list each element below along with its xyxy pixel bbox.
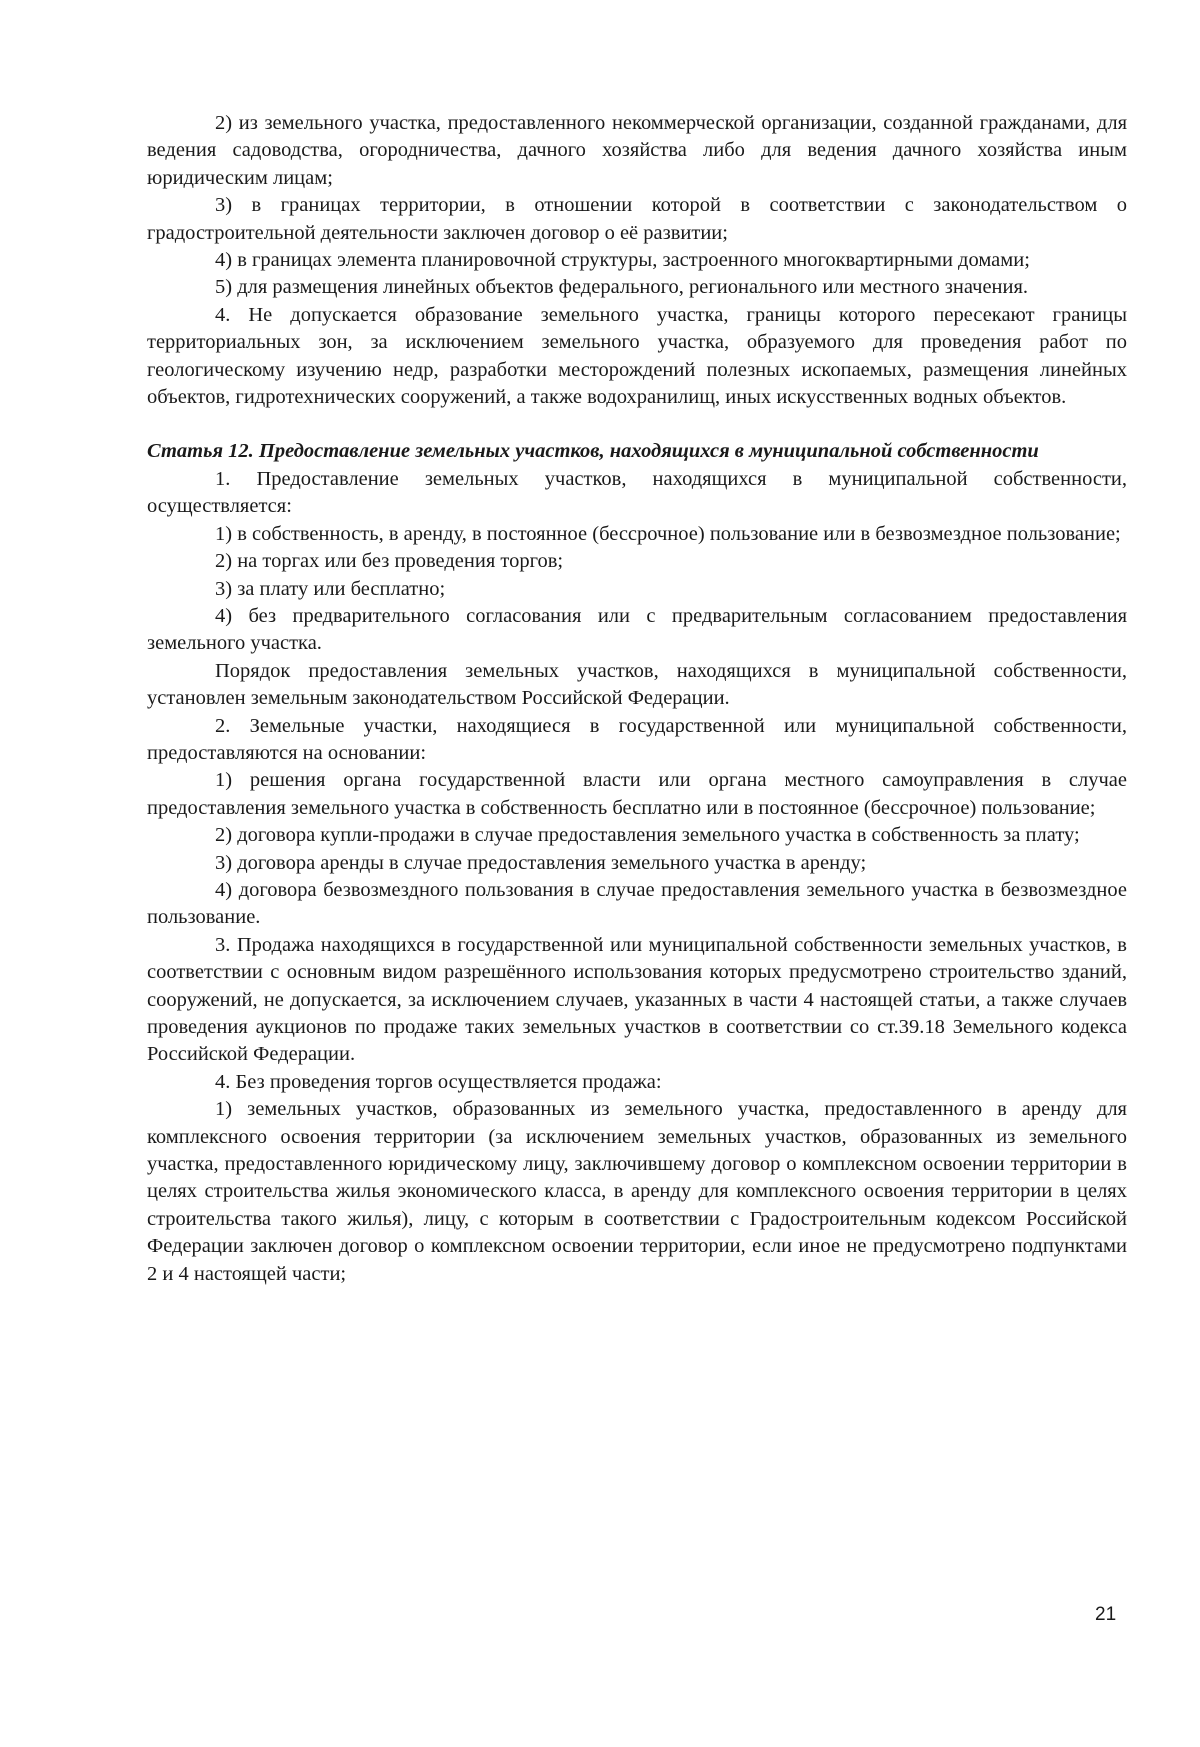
- document-body: [147, 110, 1127, 1288]
- paragraph: 2) из земельного участка, предоставленного некоммерческой организации, созданной гражданами, для ведения садоводства, огородничества, дачного хозяйства либо для ведения дачного хозяйства иным юридическим лицам;: [147, 112, 1127, 189]
- paragraph: 5) для размещения линейных объектов федерального, регионального или местного значения.: [215, 276, 1029, 299]
- paragraph: 1. Предоставление земельных участков, находящихся в муниципальной собственности, осуществляется:: [147, 467, 1127, 518]
- paragraph: 4) без предварительного согласования или с предварительным согласованием предоставления земельного участка.: [147, 604, 1127, 655]
- paragraph: 1) земельных участков, образованных из земельного участка, предоставленного в аренду для комплексного освоения территории (за исключением земельных участков, образованных из земельного участка, предоставленного юридическому лицу, заключившему договор о комплексном освоении территории в целях строительства жилья экономического класса, в аренду для комплексного освоения территории в целях строительства такого жилья), лицу, с которым в соответствии с Градостроительным кодексом Российской Федерации заключен договор о комплексном освоении территории, если иное не предусмотрено подпунктами 2 и 4 настоящей части;: [147, 1098, 1127, 1285]
- article-heading: Статья 12. Предоставление земельных участков, находящихся в муниципальной собственности: [147, 440, 1039, 463]
- paragraph: 2) договора купли-продажи в случае предоставления земельного участка в собственность за плату;: [215, 824, 1080, 847]
- paragraph: 2. Земельные участки, находящиеся в государственной или муниципальной собственности, предоставляются на основании:: [147, 714, 1127, 764]
- paragraph: 4) договора безвозмездного пользования в случае предоставления земельного участка в безвозмездное пользование.: [147, 878, 1127, 929]
- paragraph: 1) решения органа государственной власти или органа местного самоуправления в случае предоставления земельного участка в собственность бесплатно или в постоянное (бессрочное) пользование;: [147, 769, 1127, 819]
- paragraph: Порядок предоставления земельных участков, находящихся в муниципальной собственности, установлен земельным законодательством Российской Федерации.: [147, 659, 1127, 710]
- page-number: 21: [1095, 1604, 1117, 1625]
- paragraph: 3) договора аренды в случае предоставления земельного участка в аренду;: [215, 851, 867, 874]
- paragraph: 4. Без проведения торгов осуществляется продажа:: [215, 1070, 662, 1093]
- paragraph: 1) в собственность, в аренду, в постоянное (бессрочное) пользование или в безвозмездное пользование;: [215, 522, 1121, 545]
- paragraph: 4) в границах элемента планировочной структуры, застроенного многоквартирными домами;: [215, 249, 1030, 272]
- paragraph: 2) на торгах или без проведения торгов;: [215, 550, 564, 573]
- paragraph: 3) в границах территории, в отношении которой в соответствии с законодательством о градостроительной деятельности заключен договор о её развитии;: [147, 194, 1127, 244]
- paragraph: 4. Не допускается образование земельного участка, границы которого пересекают границы территориальных зон, за исключением земельного участка, образуемого для проведения работ по геологическому изучению недр, разработки месторождений полезных ископаемых, размещения линейных объектов, гидротехнических сооружений, а также водохранилищ, иных искусственных водных объектов.: [147, 303, 1127, 409]
- paragraph: 3. Продажа находящихся в государственной или муниципальной собственности земельных участков, в соответствии с основным видом разрешённого использования которых предусмотрено строительство зданий, сооружений, не допускается, за исключением случаев, указанных в части 4 настоящей статьи, а также случаев проведения аукционов по продаже таких земельных участков в соответствии со ст.39.18 Земельного кодекса Российской Федерации.: [147, 933, 1127, 1066]
- paragraph: 3) за плату или бесплатно;: [215, 577, 446, 600]
